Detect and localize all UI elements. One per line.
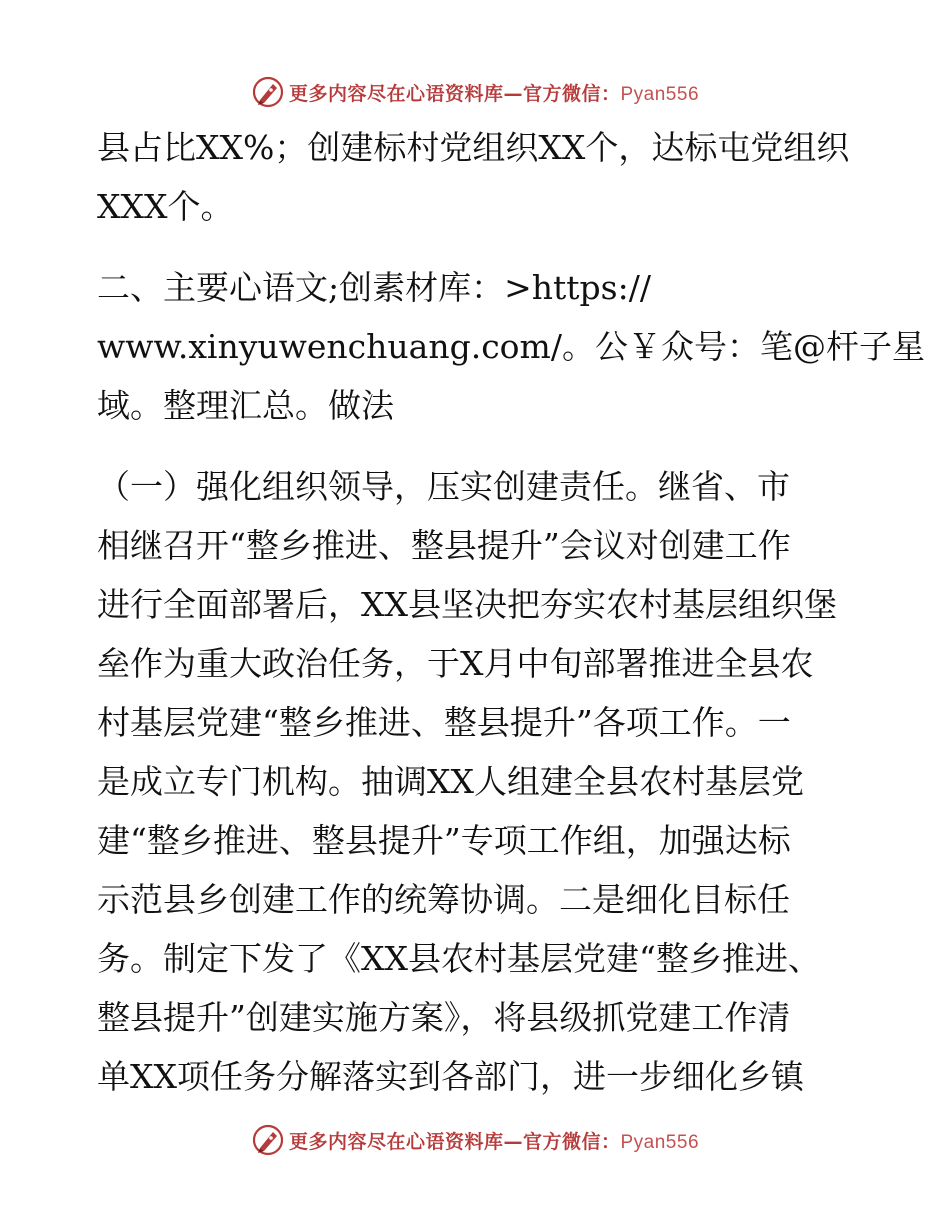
text-line: （一）强化组织领导，压实创建责任。继省、市 [97, 467, 790, 506]
banner-suffix: 官方微信： [522, 1130, 621, 1153]
banner-prefix: 更多内容尽在心语资料库— [288, 82, 523, 105]
text-line: 是成立专门机构。抽调XX人组建全县农村基层党 [97, 762, 804, 801]
banner-suffix: 官方微信： [522, 82, 621, 105]
text-line: www.xinyuwenchuang.com/。公￥众号：笔@杆子星 [97, 327, 925, 366]
text-line: 务。制定下发了《XX县农村基层党建“整乡推进、 [97, 939, 821, 978]
banner-text [289, 1127, 699, 1154]
text-line: XXX个。 [97, 187, 234, 226]
text-line: 县占比XX%；创建标村党组织XX个，达标屯党组织 [97, 128, 850, 167]
footer-banner [0, 1120, 950, 1160]
text-line: 村基层党建“整乡推进、整县提升”各项工作。一 [97, 703, 791, 742]
header-banner [0, 72, 950, 112]
text-line: 域。整理汇总。做法 [97, 386, 394, 425]
pen-nib-logo-icon [251, 1123, 285, 1157]
text-line: 二、主要心语文;创素材库：>https:// [97, 268, 651, 307]
banner-account: Pyan556 [620, 1131, 700, 1153]
banner-account: Pyan556 [620, 83, 700, 105]
text-line: 进行全面部署后，XX县坚决把夯实农村基层组织堡 [97, 585, 837, 624]
paragraph [97, 258, 925, 435]
paragraph [97, 457, 857, 1106]
text-line: 垒作为重大政治任务，于X月中旬部署推进全县农 [97, 644, 814, 683]
pen-nib-logo-icon [251, 75, 285, 109]
banner-text [289, 79, 699, 106]
text-line: 单XX项任务分解落实到各部门，进一步细化乡镇 [97, 1057, 804, 1096]
paragraph [97, 118, 857, 236]
text-line: 示范县乡创建工作的统筹协调。二是细化目标任 [97, 880, 790, 919]
text-line: 整县提升”创建实施方案》，将县级抓党建工作清 [97, 998, 791, 1037]
banner-prefix: 更多内容尽在心语资料库— [288, 1130, 523, 1153]
document-body [97, 118, 925, 1106]
text-line: 建“整乡推进、整县提升”专项工作组，加强达标 [97, 821, 791, 860]
text-line: 相继召开“整乡推进、整县提升”会议对创建工作 [97, 526, 791, 565]
